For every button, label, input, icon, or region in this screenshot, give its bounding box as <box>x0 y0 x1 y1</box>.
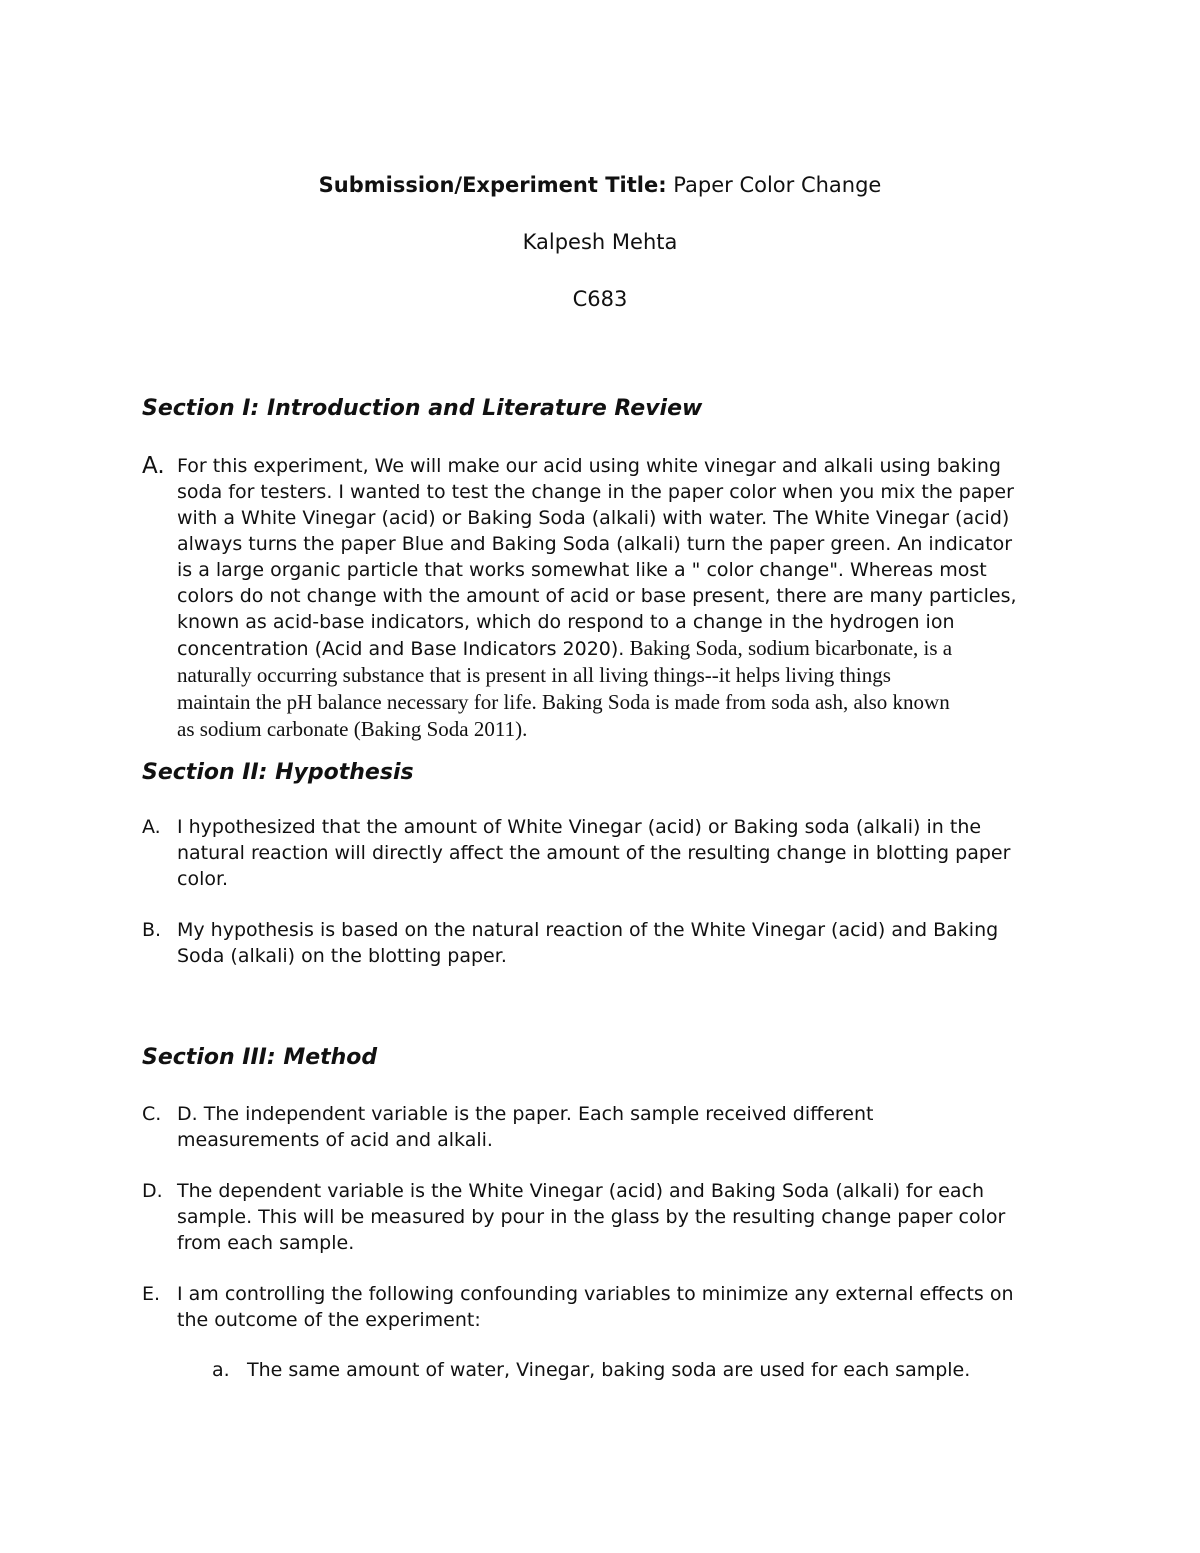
list-marker: A. <box>142 816 161 838</box>
list-item-text <box>247 1357 1137 1383</box>
text-line: known as acid-base indicators, which do respond to a change in the hydrogen ion <box>177 611 955 633</box>
text-line: maintain the pH balance necessary for life. Baking Soda is made from soda ash, also known <box>177 690 950 714</box>
document-title <box>0 171 1200 199</box>
text-line: I hypothesized that the amount of White Vinegar (acid) or Baking soda (alkali) in the <box>177 816 982 838</box>
text-line: I am controlling the following confounding variables to minimize any external effects on <box>177 1283 1014 1305</box>
text-line: always turns the paper Blue and Baking Soda (alkali) turn the paper green. An indicator <box>177 533 1013 555</box>
text-segment: concentration (Acid and Base Indicators 2020). <box>177 638 625 660</box>
text-line: natural reaction will directly affect the amount of the resulting change in blotting paper <box>177 842 1011 864</box>
text-line: D. The independent variable is the paper. Each sample received different <box>177 1103 874 1125</box>
section-heading-method: Section III: Method <box>142 1045 378 1070</box>
list-marker: B. <box>142 919 162 941</box>
text-line: from each sample. <box>177 1232 355 1254</box>
text-line: with a White Vinegar (acid) or Baking Soda (alkali) with water. The White Vinegar (acid) <box>177 507 1010 529</box>
text-line: The dependent variable is the White Vinegar (acid) and Baking Soda (alkali) for each <box>177 1180 985 1202</box>
list-item-text <box>177 1281 1067 1333</box>
text-line: soda for testers. I wanted to test the change in the paper color when you mix the paper <box>177 481 1014 503</box>
text-line: the outcome of the experiment: <box>177 1309 481 1331</box>
course-code: C683 <box>572 287 628 311</box>
text-line: Soda (alkali) on the blotting paper. <box>177 945 507 967</box>
author-name: Kalpesh Mehta <box>522 230 678 254</box>
list-marker: a. <box>212 1359 230 1381</box>
text-line <box>177 635 1067 662</box>
list-marker: A. <box>142 453 165 479</box>
text-line: measurements of acid and alkali. <box>177 1129 493 1151</box>
text-line: My hypothesis is based on the natural reaction of the White Vinegar (acid) and Baking <box>177 919 999 941</box>
section-heading-hypothesis: Section II: Hypothesis <box>142 760 414 785</box>
text-line: The same amount of water, Vinegar, baking soda are used for each sample. <box>247 1359 971 1381</box>
section-heading-introduction: Section I: Introduction and Literature Review <box>142 396 703 421</box>
list-marker: E. <box>142 1283 161 1305</box>
text-line: sample. This will be measured by pour in the glass by the resulting change paper color <box>177 1206 1006 1228</box>
text-line: For this experiment, We will make our acid using white vinegar and alkali using baking <box>177 455 1001 477</box>
list-item-text <box>177 1101 1067 1153</box>
list-item-text <box>177 1178 1067 1256</box>
list-item-text <box>177 453 1067 743</box>
text-line: color. <box>177 868 229 890</box>
list-item-text <box>177 814 1067 892</box>
title-value: Paper Color Change <box>666 173 882 197</box>
list-marker: C. <box>142 1103 162 1125</box>
text-line: is a large organic particle that works somewhat like a " color change". Whereas most <box>177 559 987 581</box>
title-label: Submission/Experiment Title: <box>318 173 667 197</box>
list-marker: D. <box>142 1180 163 1202</box>
text-line: colors do not change with the amount of acid or base present, there are many particles, <box>177 585 1017 607</box>
text-line: naturally occurring substance that is present in all living things--it helps living things <box>177 663 891 687</box>
text-line: as sodium carbonate (Baking Soda 2011). <box>177 717 528 741</box>
text-segment: Baking Soda, sodium bicarbonate, is a <box>624 636 953 660</box>
list-item-text <box>177 917 1067 969</box>
